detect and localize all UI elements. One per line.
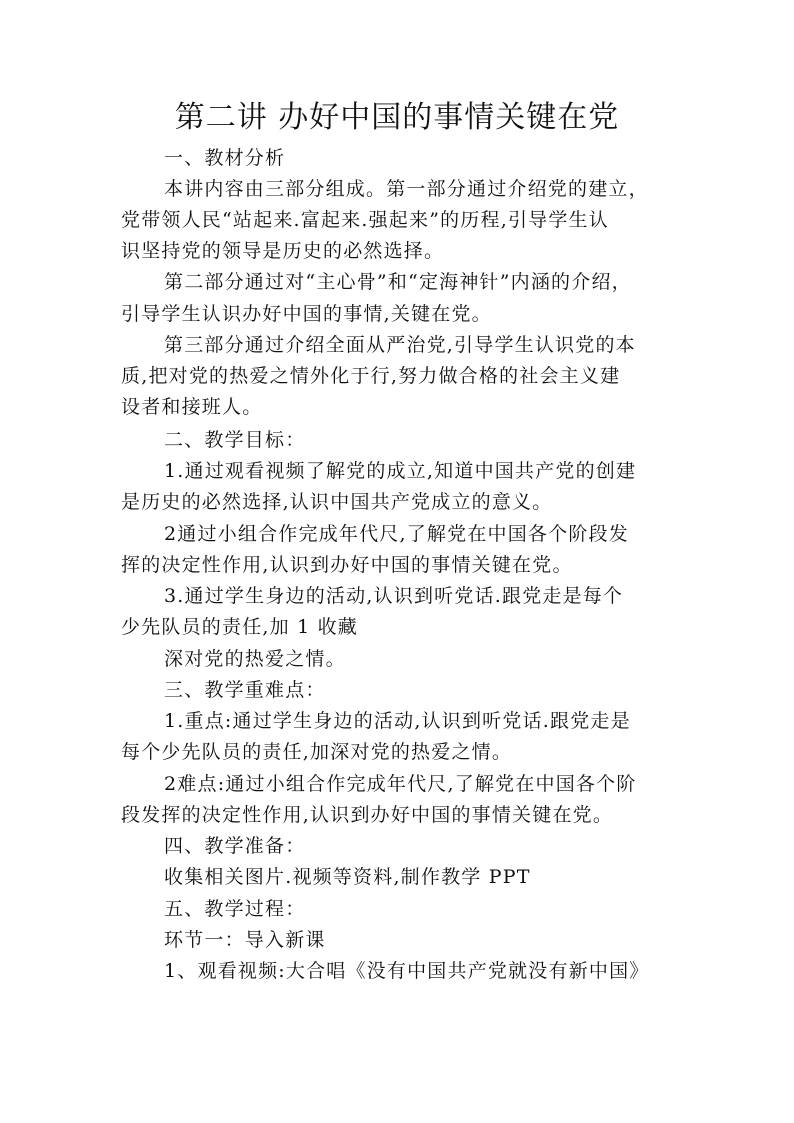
paragraph-line: 收集相关图片.视频等资料,制作教学 PPT — [164, 866, 531, 888]
paragraph-line: 深对党的热爱之情。 — [164, 648, 346, 670]
paragraph-line: 识坚持党的领导是历史的必然选择。 — [121, 240, 445, 262]
paragraph-line: 段发挥的决定性作用,认识到办好中国的事情关键在党。 — [121, 804, 614, 826]
paragraph-line: 本讲内容由三部分组成。第一部分通过介绍党的建立， — [164, 178, 649, 200]
paragraph-line: 少先队员的责任,加 1 收藏 — [121, 616, 359, 638]
paragraph-line: 引导学生认识办好中国的事情,关键在党。 — [121, 303, 492, 325]
paragraph-line: 2难点:通过小组合作完成年代尺,了解党在中国各个阶 — [164, 773, 637, 795]
section-heading-preparation: 四、教学准备： — [164, 835, 306, 857]
paragraph-line: 每个少先队员的责任,加深对党的热爱之情。 — [121, 741, 513, 763]
subsection-heading-intro: 环节一：导入新课 — [164, 929, 326, 951]
paragraph-line: 2通过小组合作完成年代尺,了解党在中国各个阶段发 — [164, 523, 629, 545]
paragraph-line: 设者和接班人。 — [121, 396, 263, 418]
document-title: 第二讲 办好中国的事情关键在党 — [174, 100, 620, 135]
paragraph-line: 是历史的必然选择,认识中国共产党成立的意义。 — [121, 491, 553, 513]
paragraph-line: 1.通过观看视频了解党的成立,知道中国共产党的创建 — [164, 460, 637, 482]
paragraph-line: 第二部分通过对“主心骨”和“定海神针”内涵的介绍， — [164, 271, 632, 293]
section-heading-material-analysis: 一、教材分析 — [164, 147, 286, 169]
paragraph-line: 质,把对党的热爱之情外化于行,努力做合格的社会主义建 — [121, 365, 621, 387]
section-heading-process: 五、教学过程： — [164, 898, 306, 920]
paragraph-line: 3.通过学生身边的活动,认识到听党话.跟党走是每个 — [164, 585, 624, 607]
section-heading-key-points: 三、教学重难点： — [164, 679, 326, 701]
paragraph-line: 党带领人民“站起来.富起来.强起来”的历程,引导学生认 — [121, 209, 609, 231]
paragraph-line: 第三部分通过介绍全面从严治党,引导学生认识党的本 — [164, 334, 636, 356]
paragraph-line: 挥的决定性作用,认识到办好中国的事情关键在党。 — [121, 554, 573, 576]
paragraph-line: 1.重点:通过学生身边的活动,认识到听党话.跟党走是 — [164, 710, 631, 732]
paragraph-line: 1、观看视频:大合唱《没有中国共产党就没有新中国》 — [164, 960, 650, 982]
section-heading-teaching-goals: 二、教学目标： — [164, 429, 306, 451]
